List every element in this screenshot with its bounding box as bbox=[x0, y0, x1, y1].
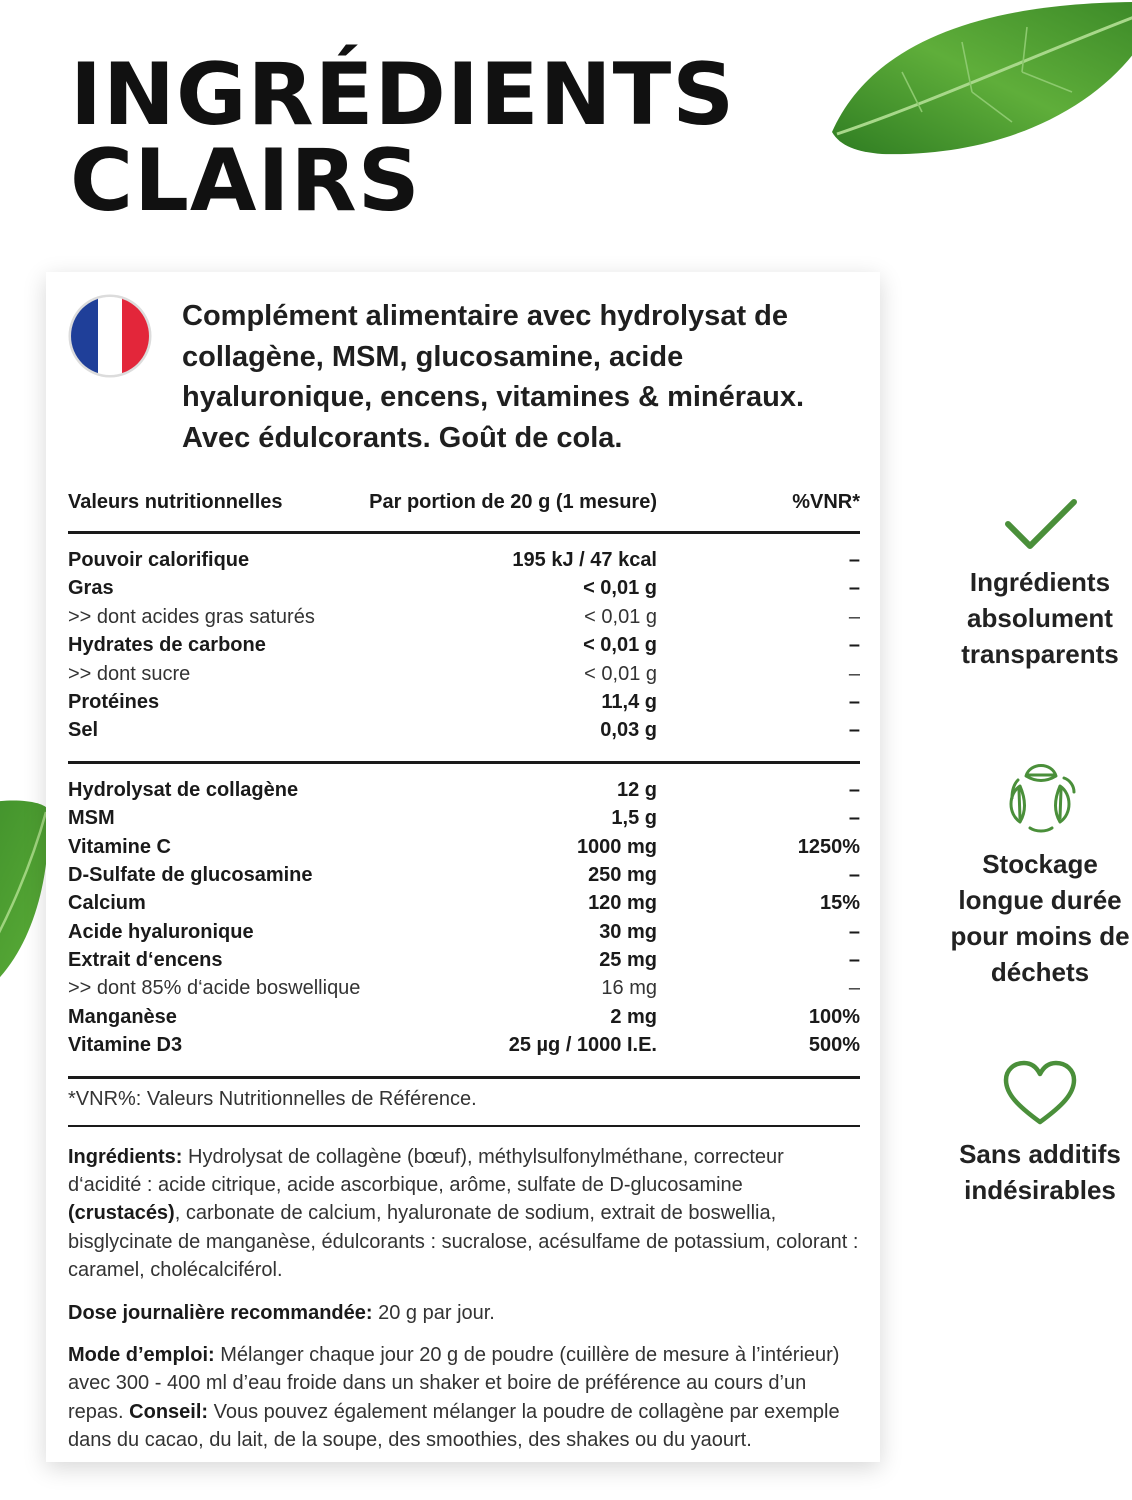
row-vnr: – bbox=[848, 634, 860, 657]
row-vnr: – bbox=[848, 807, 860, 830]
feature-label: Ingrédients absolument transparents bbox=[961, 567, 1119, 669]
header-vnr: %VNR* bbox=[792, 491, 860, 513]
ingredients-text-b: , carbonate de calcium, hyaluronate de sodium, extrait de boswellia, bisglycinate de manganèse, édulcorants : sucralose, acésulfame de potassium, colorant : caramel, cholécalciférol. bbox=[68, 1202, 859, 1282]
dose-paragraph bbox=[68, 1299, 860, 1327]
heart-icon bbox=[1000, 1058, 1080, 1130]
row-name: Hydrates de carbone bbox=[68, 634, 266, 657]
row-value: < 0,01 g bbox=[583, 577, 657, 600]
row-vnr: – bbox=[848, 605, 860, 628]
table-row bbox=[68, 1031, 860, 1059]
row-vnr: 15% bbox=[819, 892, 860, 915]
table-row bbox=[68, 804, 860, 832]
row-name: MSM bbox=[68, 807, 115, 830]
dose-text: 20 g par jour. bbox=[372, 1301, 495, 1324]
allergen-text: (crustacés) bbox=[68, 1202, 175, 1225]
table-row bbox=[68, 1003, 860, 1031]
table-header bbox=[68, 485, 860, 519]
row-name: Pouvoir calorifique bbox=[68, 549, 250, 571]
row-value: 25 mg bbox=[599, 949, 657, 972]
row-vnr: – bbox=[848, 977, 860, 1000]
row-value: 25 µg / 1000 I.E. bbox=[508, 1034, 657, 1057]
row-vnr: – bbox=[848, 920, 860, 943]
row-vnr: 500% bbox=[808, 1034, 860, 1057]
table-row bbox=[68, 631, 860, 659]
leaf-image-left bbox=[0, 790, 50, 1000]
row-value: 2 mg bbox=[610, 1005, 657, 1028]
feature-transparent bbox=[940, 494, 1132, 672]
usage-label: Mode d’emploi: bbox=[68, 1344, 215, 1367]
row-vnr: – bbox=[848, 549, 860, 571]
table-row bbox=[68, 918, 860, 946]
table-row bbox=[68, 546, 860, 574]
dose-label: Dose journalière recommandée: bbox=[68, 1301, 373, 1324]
vnr-footnote: *VNR%: Valeurs Nutritionnelles de Référence. bbox=[68, 1087, 477, 1110]
table-row bbox=[68, 660, 860, 688]
table-row bbox=[68, 833, 860, 861]
checkmark-icon bbox=[1000, 494, 1080, 554]
row-name: Hydrolysat de collagène bbox=[68, 778, 299, 801]
ingredients-text-a: Hydrolysat de collagène (bœuf), méthylsulfonylméthane, correcteur d‘acidité : acide citrique, acide ascorbique, arôme, sulfate de D-glucosamine bbox=[68, 1145, 784, 1197]
row-name: >> dont sucre bbox=[68, 662, 191, 685]
row-value: 120 mg bbox=[588, 892, 657, 915]
table-row bbox=[68, 716, 860, 744]
table-row bbox=[68, 776, 860, 804]
row-value: 1000 mg bbox=[576, 835, 657, 858]
row-vnr: 1250% bbox=[797, 835, 860, 858]
row-vnr: – bbox=[848, 719, 860, 742]
table-row bbox=[68, 861, 860, 889]
table-row bbox=[68, 574, 860, 602]
usage-paragraph bbox=[68, 1341, 860, 1455]
table-row bbox=[68, 889, 860, 917]
row-name: Protéines bbox=[68, 690, 160, 713]
feature-no-additives bbox=[940, 1058, 1132, 1208]
row-vnr: – bbox=[848, 662, 860, 685]
row-name: Gras bbox=[68, 577, 114, 600]
nutrition-table bbox=[68, 485, 860, 1469]
row-vnr: 100% bbox=[808, 1005, 860, 1028]
row-value: 12 g bbox=[616, 778, 657, 801]
title-line-2: CLAIRS bbox=[70, 131, 421, 231]
leaf-image bbox=[812, 0, 1132, 172]
tip-label: Conseil: bbox=[129, 1400, 209, 1423]
row-vnr: – bbox=[848, 863, 860, 886]
france-flag-icon bbox=[68, 294, 152, 378]
tip-text: Vous pouvez également mélanger la poudre de collagène par exemple dans du cacao, du lait, de la soupe, des smoothies, des shakes ou du yaourt. bbox=[68, 1400, 840, 1452]
row-name: Extrait d‘encens bbox=[68, 949, 223, 972]
feature-label: Stockage longue durée pour moins de déchets bbox=[950, 849, 1130, 987]
row-vnr: – bbox=[848, 778, 860, 801]
row-value: 1,5 g bbox=[611, 807, 657, 830]
row-name: Acide hyaluronique bbox=[68, 920, 254, 943]
row-name: Manganèse bbox=[68, 1005, 177, 1028]
table-row bbox=[68, 946, 860, 974]
page-title bbox=[70, 45, 736, 231]
row-name: Vitamine D3 bbox=[68, 1034, 183, 1057]
row-name: D-Sulfate de glucosamine bbox=[68, 863, 313, 886]
feature-storage bbox=[940, 756, 1132, 990]
row-name: Vitamine C bbox=[68, 835, 171, 858]
row-value: 30 mg bbox=[599, 920, 657, 943]
usage-text: Mélanger chaque jour 20 g de poudre (cuillère de mesure à l’intérieur) avec 300 - 400 ml d’eau froide dans un shaker et boire de préférence au cours d’un repas. bbox=[68, 1344, 840, 1423]
table-row bbox=[68, 603, 860, 631]
ingredients-paragraph bbox=[68, 1143, 860, 1285]
row-name: >> dont 85% d‘acide boswellique bbox=[68, 977, 361, 1000]
row-name: Calcium bbox=[68, 892, 146, 915]
row-value: 11,4 g bbox=[601, 690, 657, 713]
ingredients-label: Ingrédients: bbox=[68, 1145, 183, 1168]
row-value: 250 mg bbox=[588, 863, 657, 886]
row-value: 0,03 g bbox=[600, 719, 657, 742]
row-vnr: – bbox=[848, 577, 860, 600]
table-row bbox=[68, 688, 860, 716]
recycle-leaves-icon bbox=[1000, 756, 1080, 836]
header-portion: Par portion de 20 g (1 mesure) bbox=[369, 491, 657, 513]
row-value: < 0,01 g bbox=[584, 605, 657, 628]
row-vnr: – bbox=[848, 949, 860, 972]
row-name: >> dont acides gras saturés bbox=[68, 605, 315, 628]
table-row bbox=[68, 974, 860, 1002]
nutrition-card bbox=[46, 272, 880, 1462]
row-value: 16 mg bbox=[601, 977, 657, 1000]
row-value: < 0,01 g bbox=[584, 662, 657, 685]
row-vnr: – bbox=[848, 690, 860, 713]
feature-label: Sans additifs indésirables bbox=[959, 1139, 1121, 1205]
title-line-1: INGRÉDIENTS bbox=[70, 45, 736, 145]
row-value: 195 kJ / 47 kcal bbox=[512, 549, 657, 571]
row-name: Sel bbox=[68, 719, 99, 742]
header-nutrition: Valeurs nutritionnelles bbox=[68, 491, 283, 513]
row-value: < 0,01 g bbox=[583, 634, 657, 657]
product-description: Complément alimentaire avec hydrolysat de collagène, MSM, glucosamine, acide hyaluronique, encens, vitamines & minéraux. Avec édulcorants. Goût de cola. bbox=[182, 300, 805, 454]
